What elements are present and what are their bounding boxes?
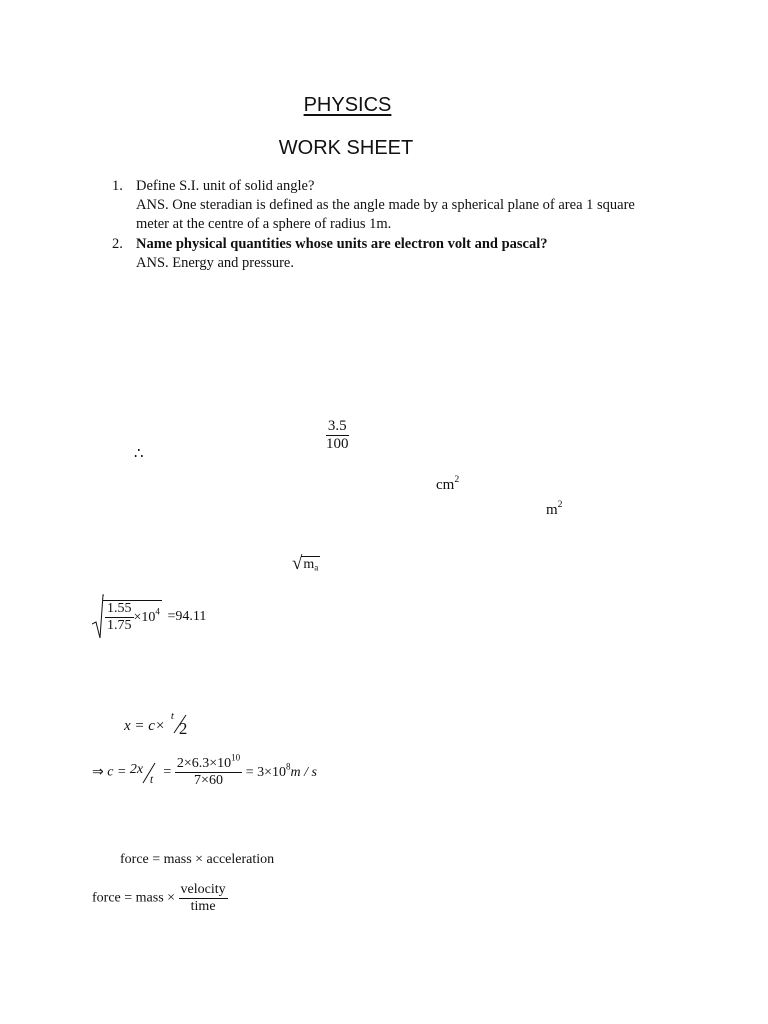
therefore-symbol: ∴ (134, 446, 144, 462)
page-subtitle: WORK SHEET (278, 137, 414, 159)
unit-exponent: 2 (454, 474, 460, 486)
answer-line: ANS. Energy and pressure. (136, 255, 294, 271)
page-title: PHYSICS (303, 94, 392, 116)
slash-fraction-2x-over-t (130, 760, 160, 786)
numerator-exponent: 10 (231, 752, 241, 763)
fraction-numerator: 3.5 (326, 418, 349, 436)
sqrt-result: =94.11 (167, 609, 207, 624)
answer-line: ANS. One steradian is defined as the angle made by a spherical plane of area 1 square (136, 197, 635, 213)
fraction-denominator: 100 (326, 436, 349, 453)
question-text: Define S.I. unit of solid angle? (136, 178, 315, 194)
fraction-c-calc (175, 752, 242, 789)
fraction-denominator: 7×60 (194, 773, 223, 789)
equation-lhs: force = mass × (92, 890, 176, 906)
equation-force-velocity (92, 882, 228, 915)
result-exponent: 8 (286, 761, 291, 772)
radicand-subscript: a (314, 561, 319, 572)
slash-denominator: t (149, 771, 154, 786)
equation-lhs: x = c× (124, 718, 166, 734)
sqrt-fraction-numerator: 1.55 (105, 601, 134, 618)
fraction-3-5-over-100 (324, 418, 351, 454)
fraction-denominator: time (190, 899, 216, 915)
equation-speed-c (92, 752, 317, 789)
implies-symbol: ⇒ (92, 765, 104, 781)
equation-sqrt-ratio (92, 594, 206, 640)
equation-force-acceleration: force = mass × acceleration (120, 852, 275, 867)
result-units: m / s (290, 764, 317, 780)
unit-base: m (546, 502, 558, 518)
sqrt-fraction-denominator: 1.75 (107, 618, 132, 633)
question-number: 2. (112, 236, 123, 252)
radical-sign: √ (292, 553, 303, 574)
unit-base: cm (436, 477, 455, 493)
radicand-base: m (303, 556, 315, 572)
question-number: 1. (112, 178, 123, 194)
equals-sign: = (163, 764, 172, 780)
unit-exponent: 2 (557, 499, 563, 511)
slash-numerator: 2x (129, 761, 144, 777)
equation-x-equals (124, 710, 191, 738)
unit-m-squared (546, 499, 563, 519)
fraction-velocity-over-time (179, 882, 228, 915)
answer-line: meter at the centre of a sphere of radius 1m. (136, 216, 392, 232)
question-text: Name physical quantities whose units are electron volt and pascal? (136, 236, 548, 252)
power-exponent: 4 (155, 606, 160, 617)
slash-numerator: t (170, 710, 174, 722)
slash-fraction-t-over-2 (169, 710, 191, 738)
unit-cm-squared (436, 474, 460, 494)
fraction-numerator: 2×6.3×10 (176, 756, 232, 771)
fraction-numerator: velocity (179, 882, 228, 899)
result-value: = 3×10 (245, 764, 286, 780)
slash-denominator: 2 (178, 719, 188, 738)
slash-line (142, 762, 156, 784)
equation-lhs: c = (107, 764, 127, 780)
power-of-ten: ×10 (133, 609, 156, 625)
sqrt-m-a (292, 555, 320, 574)
